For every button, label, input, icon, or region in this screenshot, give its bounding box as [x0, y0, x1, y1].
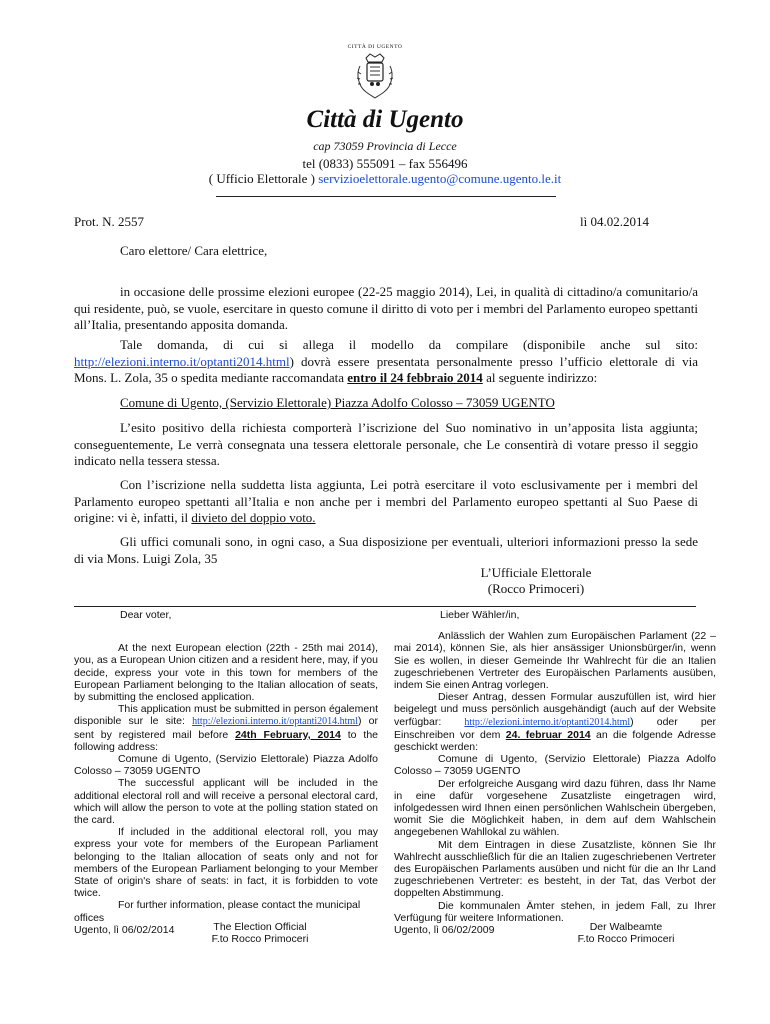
english-p5: For further information, please contact the municipal offices [74, 899, 361, 924]
german-deadline: 24. februar 2014 [505, 728, 591, 741]
province-line: cap 73059 Provincia di Lecce [313, 139, 457, 153]
german-p3: Der erfolgreiche Ausgang wird dazu führen, dass Ihr Name in eine dafür vorgesehene Zusatzliste eingetragen wird, infolgedessen wird Ihnen einen persönlichen Wahlschein übergeben, womit Sie die Möglichkeit haben, in dem auf dem Wahlschein angegebenen Wahllokal zu wählen. [394, 777, 716, 839]
section-divider [74, 606, 696, 607]
german-p2-c: an die folgende Adresse geschickt werden: [394, 728, 716, 754]
german-sign-name: F.to Rocco Primoceri [577, 933, 675, 945]
english-paragraph-2 [74, 703, 378, 753]
italian-divieto: divieto del doppio voto. [191, 510, 316, 525]
english-p3: The successful applicant will be included in the additional electoral roll and will receive a personal electoral card, which will allow the person to vote at the polling station stated on the card. [74, 777, 378, 827]
english-column [74, 609, 378, 936]
city-name: Città di Ugento [306, 106, 464, 133]
office-email-link[interactable]: servizioelettorale.ugento@comune.ugento.le.it [318, 171, 562, 186]
german-column [394, 609, 716, 936]
italian-p4-a: Con l’iscrizione nella suddetta lista aggiunta, Lei potrà esercitare il voto esclusivamente per i membri del Parlamento europeo spettanti all’Italia e non anche per i membri del Parlamento europeo spettanti al Suo Paese di origine: vi è, infatti, il [74, 477, 698, 525]
german-optanti-link[interactable]: http://elezioni.interno.it/optanti2014.html [464, 716, 631, 728]
italian-p2-a: Tale domanda, di cui si allega il modello da compilare (disponibile anche sul sito: [120, 337, 698, 352]
german-address: Comune di Ugento, (Servizio Elettorale) Piazza Adolfo Colosso – 73059 UGENTO [394, 753, 716, 778]
italian-greeting: Caro elettore/ Cara elettrice, [120, 243, 268, 258]
italian-p5-text: Gli uffici comunali sono, in ogni caso, a Sua disposizione per eventuali, ulteriori informazioni presso la sede di via Mons. Luigi Zola, 35 [74, 534, 698, 566]
english-greeting: Dear voter, [120, 609, 172, 621]
italian-p1-text: in occasione delle prossime elezioni europee (22-25 maggio 2014), Lei, in qualità di cittadino/a comunitario/a qui residente, può, se vuole, esercitare in questo comune il diritto di voto per i membri del Parlamento europeo spettanti all’Italia, presentando apposita domanda. [74, 284, 698, 332]
english-p2-b: ) or sent by registered mail before [74, 715, 379, 741]
english-deadline: 24th February, 2014 [235, 728, 341, 741]
italian-paragraph-4 [74, 477, 698, 527]
german-p1: Anlässlich der Wahlen zum Europäischen Parlament (22 – mai 2014), können Sie, als hier ansässiger Unionsbürger/in, wenn Sie es wollen, in dieser Gemeinde Ihr Wahlrecht für die an Italien zugeschriebenen Vertreter des Europäischen Parlaments ausüben, indem Sie einen Antrag vorlegen. [394, 630, 716, 692]
italian-paragraph-1 [74, 284, 698, 334]
italian-p3-text: L’esito positivo della richiesta comporterà l’iscrizione del Suo nominativo in un’apposita lista aggiunta; conseguentemente, Le verrà consegnata una tessera elettorale personale, che Le consentirà di votare presso il seggio indicato nella tessera stessa. [74, 420, 698, 468]
english-p2-a: This application must be submitted in person également disponible sur le site: [74, 703, 378, 728]
italian-paragraph-2 [74, 337, 698, 387]
english-optanti-link[interactable]: http://elezioni.interno.it/optanti2014.html [192, 716, 358, 728]
italian-paragraph-3 [74, 420, 698, 470]
city-top-label: CITTÀ DI UGENTO [347, 44, 403, 50]
office-label: ( Ufficio Elettorale ) [208, 171, 315, 186]
italian-deadline: entro il 24 febbraio 2014 [347, 370, 483, 385]
prot-number: Prot. N. 2557 [74, 214, 145, 229]
german-greeting: Lieber Wähler/in, [440, 609, 520, 621]
english-sign-title: The Election Official [213, 921, 307, 933]
german-p2-b: ) oder per Einschreiben vor dem [394, 715, 716, 741]
contacts-line: tel (0833) 555091 – fax 556496 [302, 156, 468, 171]
english-p1: At the next European election (22th - 25th mai 2014), you, as a European Union citizen and a resident here, may, if you decide, express your vote in this town for members of the European Parliament belonging to the Italian allocation of seats, by submitting the enclosed application. [74, 642, 378, 704]
german-p2-a: Dieser Antrag, dessen Formular auszufüllen ist, wird hier beigelegt und muss persönlich ausgehändigt (auch auf der Website verfügbar: [394, 691, 716, 728]
english-p4: If included in the additional electoral roll, you may express your vote for members of the European Parliament belonging to the Italian allocation of seats only and not for members of the European Parliament belonging to your Member State of origin's share of seats: in fact, it is forbidden to vote twice. [74, 826, 378, 900]
english-sign-name: F.to Rocco Primoceri [211, 933, 309, 945]
italian-paragraph-5 [74, 534, 698, 567]
header-divider [216, 196, 556, 197]
italian-sign-title: L’Ufficiale Elettorale [480, 565, 592, 580]
italian-optanti-link[interactable]: http://elezioni.interno.it/optanti2014.html [74, 353, 290, 369]
city-seal-icon [352, 52, 398, 100]
german-p5: Die kommunalen Ämter stehen, in jedem Fall, zu Ihrer Verfügung für weitere Informationen. [394, 899, 716, 924]
italian-sign-name: (Rocco Primoceri) [487, 581, 585, 596]
german-paragraph-2 [394, 691, 716, 753]
english-p2-c: to the following address: [74, 728, 379, 753]
german-date: Ugento, lì 06/02/2009 [394, 924, 495, 937]
german-p4: Mit dem Eintragen in diese Zusatzliste, können Sie Ihr Wahlrecht ausschließlich für die an Italien zugeschriebenen Vertreter des Europäischen Parlaments ausüben und nicht für die an Ihr Land zugeschriebenen Vertreter: es besteht, in der Tat, das Verbot der doppelten Abstimmung. [394, 838, 716, 900]
english-date: Ugento, lì 06/02/2014 [74, 923, 175, 936]
english-address: Comune di Ugento, (Servizio Elettorale) Piazza Adolfo Colosso – 73059 UGENTO [74, 753, 378, 778]
letter-date: lì 04.02.2014 [580, 214, 649, 229]
italian-p2-b: ) dovrà essere presentata personalmente presso l’ufficio elettorale di via Mons. L. Zola, 35 o spedita mediante raccomandata [74, 353, 698, 385]
german-sign-title: Der Walbeamte [589, 921, 663, 933]
italian-p2-c: al seguente indirizzo: [486, 370, 598, 385]
office-line [160, 171, 610, 187]
italian-address: Comune di Ugento, (Servizio Elettorale) Piazza Adolfo Colosso – 73059 UGENTO [120, 395, 555, 410]
